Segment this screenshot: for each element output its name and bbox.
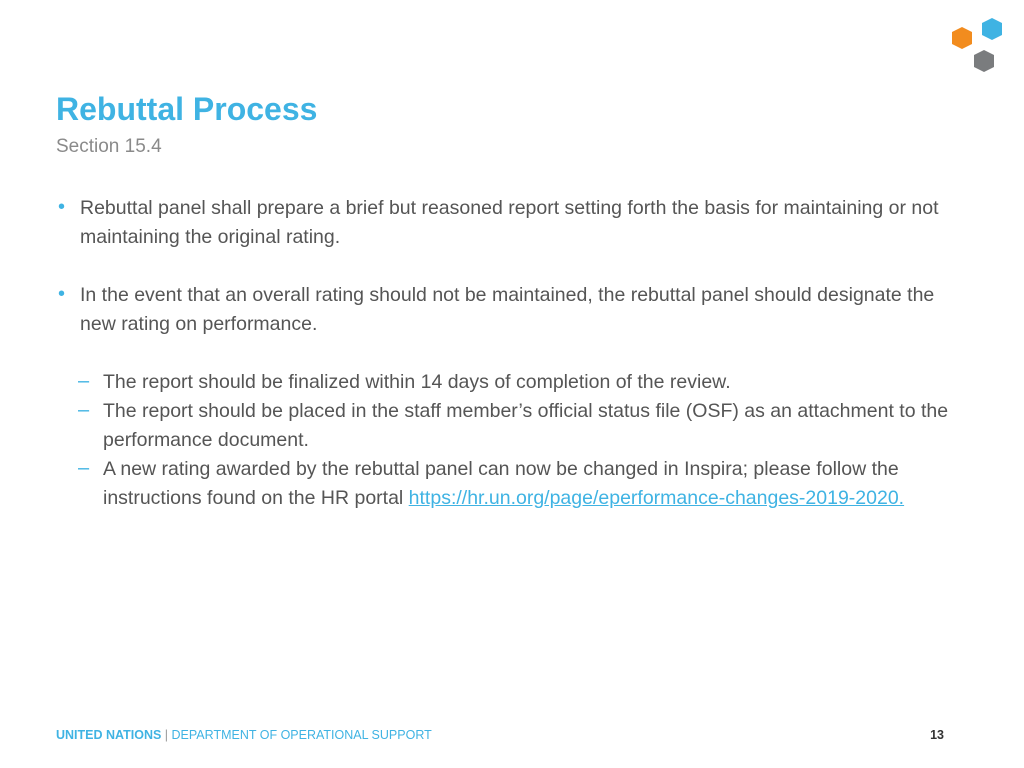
footer-department: DEPARTMENT OF OPERATIONAL SUPPORT xyxy=(171,728,432,742)
sub-bullet-text: A new rating awarded by the rebuttal panel can now be changed in Inspira; please follow the instructions found on the HR portal xyxy=(103,458,899,509)
gray-hexagon xyxy=(974,50,994,72)
footer-org: UNITED NATIONS xyxy=(56,728,162,742)
hr-portal-link[interactable]: https://hr.un.org/page/eperformance-changes-2019-2020. xyxy=(408,487,905,509)
section-subtitle: Section 15.4 xyxy=(56,136,162,157)
footer xyxy=(56,728,432,742)
spacer xyxy=(56,339,956,368)
sub-bullet-item xyxy=(56,397,956,455)
sub-bullet-item xyxy=(56,455,956,513)
content-area xyxy=(56,194,956,513)
hexagon-cluster-icon xyxy=(942,14,1012,84)
bullet-text: Rebuttal panel shall prepare a brief but reasoned report setting forth the basis for maintaining or not maintaining the original rating. xyxy=(80,197,939,248)
dash-marker: – xyxy=(78,399,90,421)
bullet-item xyxy=(56,194,956,252)
sub-bullet-text: The report should be placed in the staff member’s official status file (OSF) as an attachment to the performance document. xyxy=(103,400,949,451)
sub-bullet-item xyxy=(56,368,956,397)
blue-hexagon xyxy=(982,18,1002,40)
sub-bullet-text: The report should be finalized within 14 days of completion of the review. xyxy=(103,371,731,393)
spacer xyxy=(56,252,956,281)
orange-hexagon xyxy=(952,27,972,49)
bullet-marker: • xyxy=(58,196,66,218)
page-number: 13 xyxy=(930,728,944,742)
dash-marker: – xyxy=(78,370,90,392)
bullet-item xyxy=(56,281,956,339)
dash-marker: – xyxy=(78,457,90,479)
footer-separator: | xyxy=(161,728,172,742)
page-title: Rebuttal Process xyxy=(56,91,318,127)
bullet-marker: • xyxy=(58,283,66,305)
bullet-text: In the event that an overall rating should not be maintained, the rebuttal panel should designate the new rating on performance. xyxy=(80,284,935,335)
